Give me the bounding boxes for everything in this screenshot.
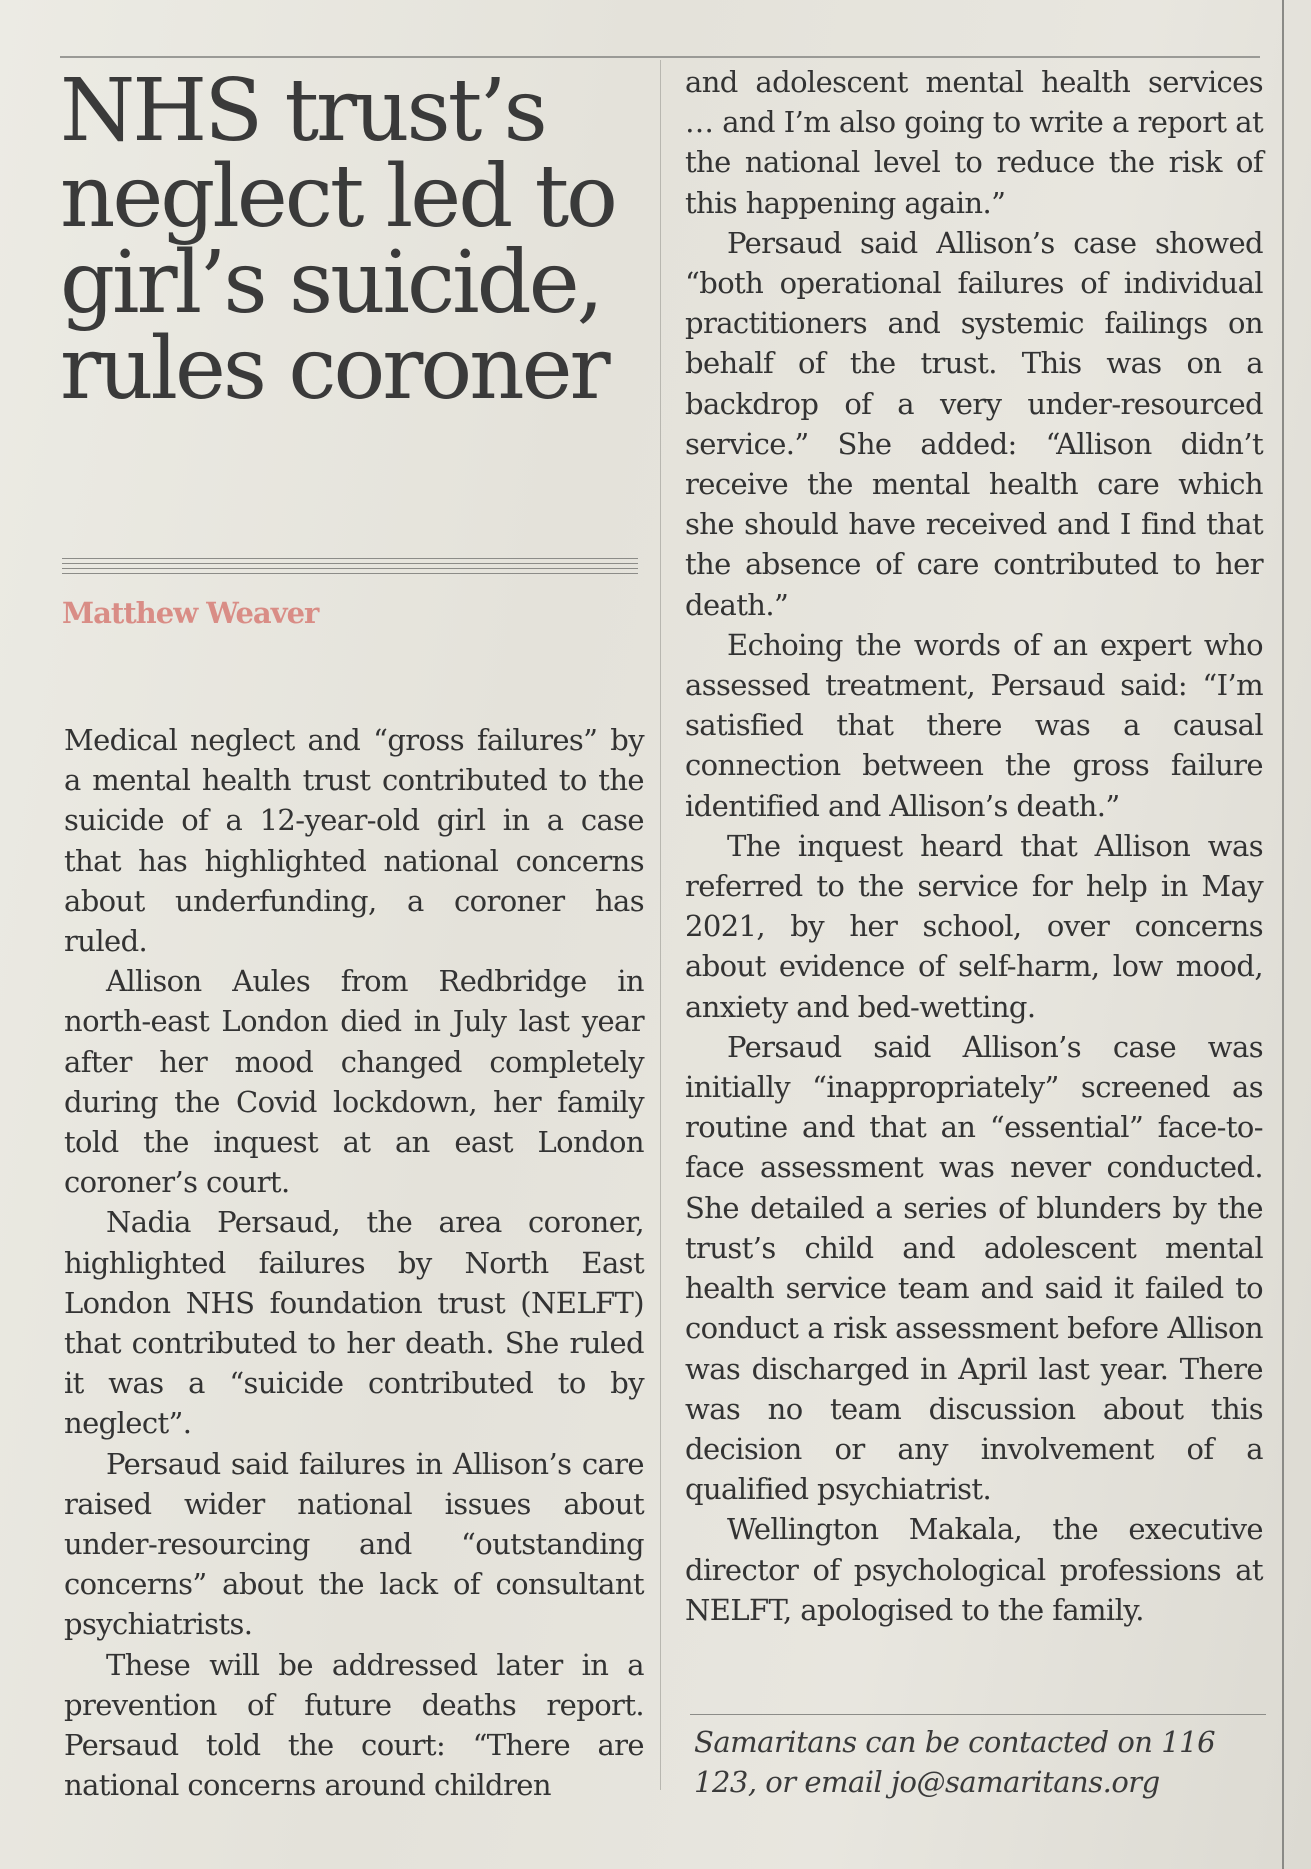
column-divider <box>660 60 661 1790</box>
left-column <box>64 720 644 1805</box>
paragraph: Persaud said Allison’s case showed “both operational failures of individual practitioners and systemic failings on behalf of the trust. This was on a backdrop of a very under-resourced service.” She added: “Allison didn’t receive the mental health care which she should have received and I find that the absence of care contributed to her death.” <box>685 225 1263 622</box>
headline-line: girl’s suicide, <box>60 233 601 333</box>
byline-rules <box>62 558 638 578</box>
paragraph-continuation: and adolescent mental health services … and I’m also going to write a report at the national level to reduce the risk of this happening again.” <box>685 65 1263 220</box>
paragraph: Persaud said failures in Allison’s care raised wider national issues about under-resourcing and “outstanding concerns” about the lack of consultant psychiatrists. <box>64 1446 644 1642</box>
headline-line: neglect led to <box>60 147 615 247</box>
samaritans-note: Samaritans can be contacted on 116 123, or email jo@samaritans.org <box>694 1725 1216 1799</box>
byline: Matthew Weaver <box>62 596 319 630</box>
right-column <box>685 62 1263 1630</box>
footnote-rule <box>690 1714 1266 1715</box>
paragraph: Echoing the words of an expert who assessed treatment, Persaud said: “I’m satisfied that there was a causal connection between the gross failure identified and Allison’s death.” <box>685 627 1263 823</box>
paragraph: Allison Aules from Redbridge in north-east London died in July last year after her mood changed completely during the Covid lockdown, her family told the inquest at an east London coroner’s court. <box>64 964 644 1200</box>
headline-line: rules coroner <box>60 319 608 419</box>
paragraph: Persaud said Allison’s case was initially “inappropriately” screened as routine and that an “essential” face-to-face assessment was never conducted. She detailed a series of blunders by the trust’s child and adolescent mental health service team and said it failed to conduct a risk assessment before Allison was discharged in April last year. There was no team discussion about this decision or any involvement of a qualified psychiatrist. <box>685 1029 1263 1507</box>
headline <box>60 61 650 419</box>
paragraph: The inquest heard that Allison was referred to the service for help in May 2021, by her school, over concerns about evidence of self-harm, low mood, anxiety and bed-wetting. <box>685 828 1263 1024</box>
paragraph: Medical neglect and “gross failures” by a mental health trust contributed to the suicide of a 12-year-old girl in a case that has highlighted national concerns about underfunding, a coroner has ruled. <box>64 723 644 959</box>
top-rule <box>60 56 1260 58</box>
page-edge <box>1282 0 1284 1869</box>
paragraph: Nadia Persaud, the area coroner, highlighted failures by North East London NHS foundation trust (NELFT) that contributed to her death. She ruled it was a “suicide contributed to by neglect”. <box>64 1205 644 1441</box>
paragraph: Wellington Makala, the executive director of psychological professions at NELFT, apologised to the family. <box>685 1512 1263 1627</box>
paragraph: These will be addressed later in a prevention of future deaths report. Persaud told the court: “There are national concerns around children <box>64 1647 644 1803</box>
headline-line: NHS trust’s <box>60 61 545 161</box>
